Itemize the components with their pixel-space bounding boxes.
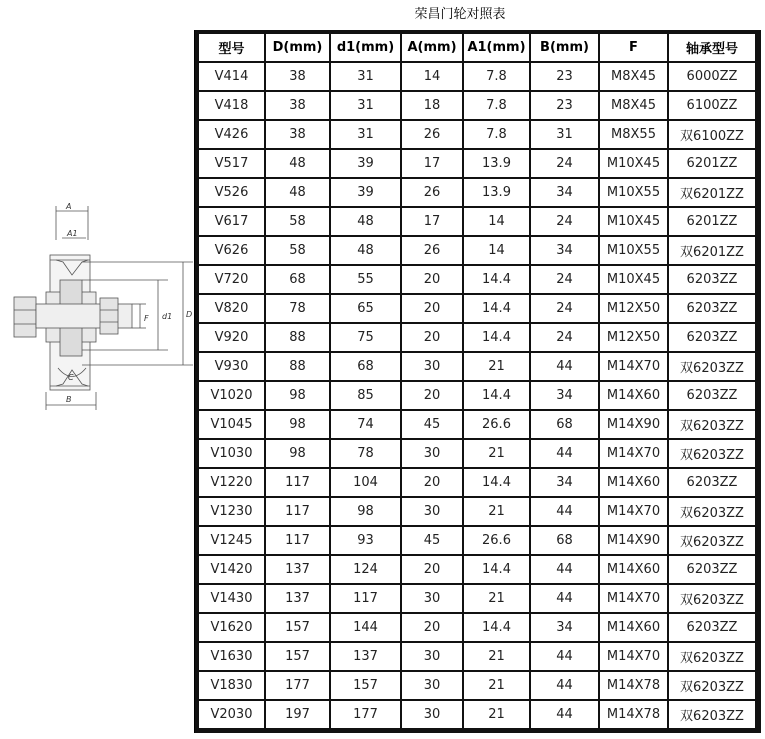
cell-a: 30: [402, 353, 462, 380]
cell-f: M14X70: [600, 498, 667, 525]
cell-bearing: 双6203ZZ: [669, 498, 755, 525]
cell-a: 30: [402, 498, 462, 525]
cell-d1: 157: [331, 672, 400, 699]
table-row: [199, 208, 755, 235]
cell-bearing: 双6201ZZ: [669, 237, 755, 264]
cell-model: V720: [199, 266, 264, 293]
cell-model: V1030: [199, 440, 264, 467]
cell-a: 20: [402, 266, 462, 293]
cell-a1: 21: [464, 440, 529, 467]
cell-d: 58: [266, 208, 329, 235]
cell-model: V526: [199, 179, 264, 206]
cell-bearing: 6203ZZ: [669, 295, 755, 322]
dim-label-a1: A1: [67, 229, 78, 238]
cell-f: M14X70: [600, 643, 667, 670]
cell-d: 38: [266, 92, 329, 119]
cell-bearing: 双6201ZZ: [669, 179, 755, 206]
cell-f: M14X70: [600, 353, 667, 380]
cell-d: 98: [266, 382, 329, 409]
cell-model: V1630: [199, 643, 264, 670]
table-row: [199, 382, 755, 409]
cell-a: 30: [402, 440, 462, 467]
page-title: 荣昌门轮对照表: [414, 7, 506, 22]
cell-a: 17: [402, 208, 462, 235]
cell-d1: 48: [331, 237, 400, 264]
cell-a1: 14.4: [464, 324, 529, 351]
cell-a1: 7.8: [464, 63, 529, 90]
cell-a1: 14.4: [464, 382, 529, 409]
cell-d: 197: [266, 701, 329, 728]
cell-a: 26: [402, 237, 462, 264]
cell-f: M10X55: [600, 237, 667, 264]
cell-d1: 177: [331, 701, 400, 728]
cell-d1: 104: [331, 469, 400, 496]
cell-a1: 21: [464, 643, 529, 670]
cell-a: 45: [402, 411, 462, 438]
dim-label-c: C: [68, 373, 74, 382]
cell-a1: 21: [464, 672, 529, 699]
cell-a: 18: [402, 92, 462, 119]
cell-f: M10X45: [600, 266, 667, 293]
cell-f: M14X60: [600, 469, 667, 496]
cell-d1: 137: [331, 643, 400, 670]
cell-d: 88: [266, 353, 329, 380]
cell-bearing: 6201ZZ: [669, 208, 755, 235]
cell-model: V414: [199, 63, 264, 90]
cell-f: M14X78: [600, 672, 667, 699]
cell-bearing: 6201ZZ: [669, 150, 755, 177]
cell-model: V1220: [199, 469, 264, 496]
cell-a1: 13.9: [464, 150, 529, 177]
cell-d1: 39: [331, 150, 400, 177]
cell-a1: 26.6: [464, 527, 529, 554]
cell-f: M14X90: [600, 527, 667, 554]
cell-b: 34: [531, 382, 598, 409]
cell-model: V1430: [199, 585, 264, 612]
cell-bearing: 双6203ZZ: [669, 440, 755, 467]
cell-a1: 14: [464, 208, 529, 235]
cell-b: 44: [531, 701, 598, 728]
cell-a: 26: [402, 179, 462, 206]
table-row: [199, 295, 755, 322]
cell-a1: 21: [464, 585, 529, 612]
cell-d1: 39: [331, 179, 400, 206]
cell-model: V1230: [199, 498, 264, 525]
table-row: [199, 469, 755, 496]
cell-a1: 14.4: [464, 556, 529, 583]
table-row: [199, 179, 755, 206]
table-row: [199, 63, 755, 90]
cell-d: 117: [266, 469, 329, 496]
cell-f: M12X50: [600, 324, 667, 351]
cell-d: 137: [266, 556, 329, 583]
cell-a1: 14.4: [464, 469, 529, 496]
cell-b: 44: [531, 672, 598, 699]
table-header-row: [199, 34, 755, 61]
cell-bearing: 双6203ZZ: [669, 643, 755, 670]
cell-d1: 124: [331, 556, 400, 583]
cell-d1: 144: [331, 614, 400, 641]
cell-b: 24: [531, 266, 598, 293]
table-row: [199, 440, 755, 467]
cell-b: 34: [531, 614, 598, 641]
cell-bearing: 双6203ZZ: [669, 701, 755, 728]
cell-a1: 14.4: [464, 266, 529, 293]
cell-a: 20: [402, 382, 462, 409]
column-header-b: B(mm): [531, 34, 598, 61]
table-row: [199, 150, 755, 177]
cell-f: M14X78: [600, 701, 667, 728]
dim-label-b: B: [66, 395, 72, 404]
cell-b: 24: [531, 295, 598, 322]
cell-b: 34: [531, 237, 598, 264]
cell-model: V418: [199, 92, 264, 119]
cell-b: 44: [531, 643, 598, 670]
cell-d: 68: [266, 266, 329, 293]
cell-d1: 85: [331, 382, 400, 409]
cell-d: 88: [266, 324, 329, 351]
cell-model: V920: [199, 324, 264, 351]
cell-model: V617: [199, 208, 264, 235]
cell-model: V626: [199, 237, 264, 264]
cell-bearing: 6100ZZ: [669, 92, 755, 119]
cell-bearing: 6203ZZ: [669, 614, 755, 641]
cell-b: 23: [531, 92, 598, 119]
cell-d1: 55: [331, 266, 400, 293]
cell-d1: 78: [331, 440, 400, 467]
column-header-bearing: 轴承型号: [669, 34, 755, 61]
cell-d: 58: [266, 237, 329, 264]
cell-d: 98: [266, 440, 329, 467]
table-row: [199, 121, 755, 148]
column-header-f: F: [600, 34, 667, 61]
cell-b: 23: [531, 63, 598, 90]
table-row: [199, 353, 755, 380]
table-row: [199, 237, 755, 264]
cell-d1: 75: [331, 324, 400, 351]
cell-bearing: 双6203ZZ: [669, 585, 755, 612]
table-row: [199, 266, 755, 293]
wheel-spec-table: [197, 32, 757, 730]
cell-model: V517: [199, 150, 264, 177]
cell-d: 38: [266, 63, 329, 90]
table-row: [199, 672, 755, 699]
cell-a: 30: [402, 672, 462, 699]
cell-d: 117: [266, 527, 329, 554]
table-row: [199, 324, 755, 351]
cell-bearing: 双6203ZZ: [669, 353, 755, 380]
cell-b: 24: [531, 208, 598, 235]
cell-f: M14X70: [600, 585, 667, 612]
cell-f: M12X50: [600, 295, 667, 322]
cell-a: 20: [402, 295, 462, 322]
cell-b: 68: [531, 527, 598, 554]
cell-d1: 31: [331, 92, 400, 119]
cell-d1: 31: [331, 63, 400, 90]
cell-d1: 68: [331, 353, 400, 380]
cell-bearing: 双6203ZZ: [669, 672, 755, 699]
cell-a: 26: [402, 121, 462, 148]
cell-bearing: 6203ZZ: [669, 556, 755, 583]
cell-f: M14X60: [600, 614, 667, 641]
cell-a: 30: [402, 643, 462, 670]
cell-a1: 7.8: [464, 121, 529, 148]
table-row: [199, 643, 755, 670]
cell-a: 17: [402, 150, 462, 177]
cell-d1: 65: [331, 295, 400, 322]
cell-bearing: 6203ZZ: [669, 382, 755, 409]
cell-a1: 14.4: [464, 295, 529, 322]
cell-model: V1620: [199, 614, 264, 641]
cell-bearing: 双6100ZZ: [669, 121, 755, 148]
cell-model: V930: [199, 353, 264, 380]
cell-f: M14X60: [600, 382, 667, 409]
cell-a1: 21: [464, 701, 529, 728]
cell-model: V426: [199, 121, 264, 148]
cell-d1: 74: [331, 411, 400, 438]
table-row: [199, 614, 755, 641]
cell-a: 20: [402, 556, 462, 583]
cell-d: 98: [266, 411, 329, 438]
cell-b: 44: [531, 556, 598, 583]
cell-d: 38: [266, 121, 329, 148]
cell-a1: 13.9: [464, 179, 529, 206]
cell-a1: 26.6: [464, 411, 529, 438]
cell-b: 44: [531, 440, 598, 467]
cell-model: V1045: [199, 411, 264, 438]
cell-d: 177: [266, 672, 329, 699]
cell-a1: 21: [464, 353, 529, 380]
wheel-diagram: [8, 200, 198, 415]
cell-a: 45: [402, 527, 462, 554]
table-row: [199, 585, 755, 612]
dim-label-d: D: [186, 310, 193, 319]
cell-d: 48: [266, 179, 329, 206]
cell-f: M14X60: [600, 556, 667, 583]
table-row: [199, 498, 755, 525]
cell-model: V2030: [199, 701, 264, 728]
cell-f: M10X45: [600, 150, 667, 177]
cell-f: M14X70: [600, 440, 667, 467]
cell-bearing: 6203ZZ: [669, 324, 755, 351]
cell-model: V1020: [199, 382, 264, 409]
cell-bearing: 6000ZZ: [669, 63, 755, 90]
column-header-model: 型号: [199, 34, 264, 61]
dim-label-f: F: [144, 314, 149, 323]
column-header-d1: d1(mm): [331, 34, 400, 61]
cell-d1: 31: [331, 121, 400, 148]
cell-a1: 14: [464, 237, 529, 264]
cell-b: 44: [531, 585, 598, 612]
dim-label-a: A: [66, 202, 72, 211]
table-row: [199, 701, 755, 728]
cell-bearing: 6203ZZ: [669, 266, 755, 293]
table-row: [199, 527, 755, 554]
cell-d: 78: [266, 295, 329, 322]
table-row: [199, 411, 755, 438]
cell-d: 137: [266, 585, 329, 612]
cell-d1: 93: [331, 527, 400, 554]
cell-a: 30: [402, 701, 462, 728]
cell-model: V1830: [199, 672, 264, 699]
cell-a1: 21: [464, 498, 529, 525]
cell-model: V1245: [199, 527, 264, 554]
cell-d1: 117: [331, 585, 400, 612]
cell-d1: 48: [331, 208, 400, 235]
cell-d: 48: [266, 150, 329, 177]
cell-a: 30: [402, 585, 462, 612]
cell-a: 14: [402, 63, 462, 90]
cell-d: 157: [266, 614, 329, 641]
cell-bearing: 双6203ZZ: [669, 411, 755, 438]
cell-b: 31: [531, 121, 598, 148]
cell-a: 20: [402, 324, 462, 351]
table-row: [199, 92, 755, 119]
cell-d1: 98: [331, 498, 400, 525]
spec-table-frame: [194, 30, 761, 733]
cell-b: 24: [531, 324, 598, 351]
dim-label-d1: d1: [162, 312, 173, 321]
column-header-a1: A1(mm): [464, 34, 529, 61]
column-header-a: A(mm): [402, 34, 462, 61]
cell-f: M8X55: [600, 121, 667, 148]
cell-a1: 7.8: [464, 92, 529, 119]
cell-b: 68: [531, 411, 598, 438]
cell-d: 117: [266, 498, 329, 525]
cell-f: M10X45: [600, 208, 667, 235]
table-row: [199, 556, 755, 583]
cell-a: 20: [402, 614, 462, 641]
cell-a1: 14.4: [464, 614, 529, 641]
cell-model: V1420: [199, 556, 264, 583]
cell-bearing: 6203ZZ: [669, 469, 755, 496]
cell-model: V820: [199, 295, 264, 322]
cell-b: 24: [531, 150, 598, 177]
cell-a: 20: [402, 469, 462, 496]
cell-f: M14X90: [600, 411, 667, 438]
cell-bearing: 双6203ZZ: [669, 527, 755, 554]
cell-f: M8X45: [600, 92, 667, 119]
column-header-d: D(mm): [266, 34, 329, 61]
cell-b: 44: [531, 498, 598, 525]
cell-f: M10X55: [600, 179, 667, 206]
cell-b: 44: [531, 353, 598, 380]
cell-b: 34: [531, 469, 598, 496]
cell-d: 157: [266, 643, 329, 670]
cell-b: 34: [531, 179, 598, 206]
cell-f: M8X45: [600, 63, 667, 90]
